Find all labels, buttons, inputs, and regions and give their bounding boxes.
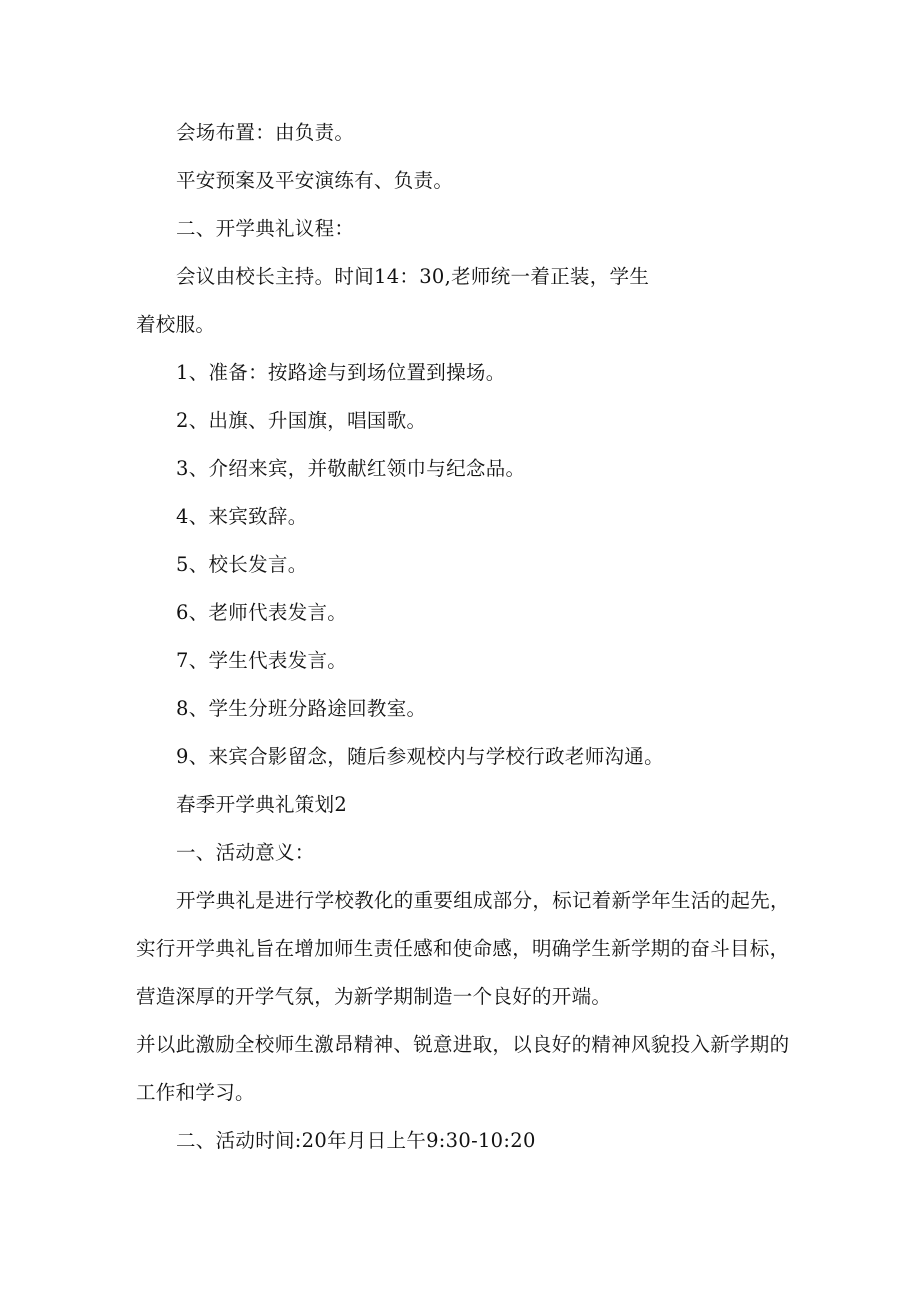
agenda-item-4: 4、来宾致辞。 <box>176 505 308 528</box>
meeting-host-line-continued: 着校服。 <box>136 313 216 336</box>
safety-plan-line: 平安预案及平安演练有、负责。 <box>176 169 454 192</box>
purpose-paragraph-line-3: 营造深厚的开学气氛，为新学期制造一个良好的开端。 <box>136 985 612 1008</box>
purpose-paragraph-line-4: 并以此激励全校师生激昂精神、锐意进取，以良好的精神风貌投入新学期的 <box>136 1033 790 1056</box>
activity-time-line: 二、活动时间:20年月日上午9:30-10:20 <box>176 1129 536 1152</box>
purpose-heading: 一、活动意义： <box>176 841 315 864</box>
agenda-item-8: 8、学生分班分路途回教室。 <box>176 697 427 720</box>
agenda-item-1: 1、准备：按路途与到场位置到操场。 <box>176 361 506 384</box>
agenda-heading: 二、开学典礼议程： <box>176 217 355 240</box>
agenda-item-9: 9、来宾合影留念，随后参观校内与学校行政老师沟通。 <box>176 745 664 768</box>
agenda-item-7: 7、学生代表发言。 <box>176 649 348 672</box>
agenda-item-6: 6、老师代表发言。 <box>176 601 348 624</box>
section-title: 春季开学典礼策划2 <box>176 793 348 816</box>
purpose-paragraph-line-2: 实行开学典礼旨在增加师生责任感和使命感，明确学生新学期的奋斗目标， <box>136 937 790 960</box>
agenda-item-3: 3、介绍来宾，并敬献红领巾与纪念品。 <box>176 457 526 480</box>
meeting-host-line: 会议由校长主持。时间14：30,老师统一着正装，学生 <box>176 265 650 288</box>
agenda-item-2: 2、出旗、升国旗，唱国歌。 <box>176 409 427 432</box>
venue-setup-line: 会场布置：由负责。 <box>176 121 355 144</box>
purpose-paragraph-line-5: 工作和学习。 <box>136 1081 255 1104</box>
purpose-paragraph-line-1: 开学典礼是进行学校教化的重要组成部分，标记着新学年生活的起先， <box>176 889 790 912</box>
agenda-item-5: 5、校长发言。 <box>176 553 308 576</box>
